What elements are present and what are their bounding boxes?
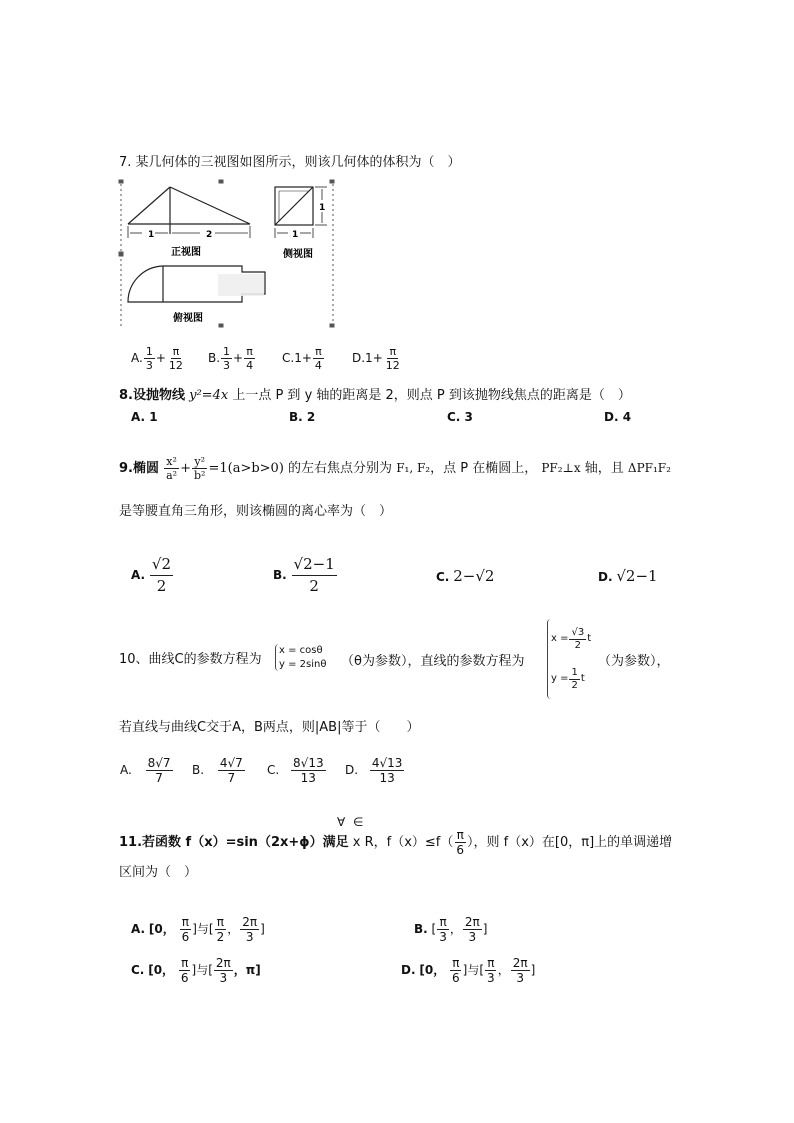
- q7-a-label: A.: [131, 351, 143, 365]
- q11-d-f1-num: π: [452, 956, 460, 970]
- q7-b-den: 3: [223, 359, 231, 372]
- q10-b-den: 7: [227, 771, 236, 785]
- q11-b-comma: ，: [449, 922, 462, 936]
- q7-c-label: C.1+: [282, 351, 312, 365]
- front-dim-1: 1: [148, 230, 155, 240]
- q9-option-d[interactable]: [598, 567, 658, 585]
- q11-a-mid: ]与[: [192, 922, 214, 936]
- q11-c-text: [0，: [148, 963, 175, 977]
- q9-plus: +: [180, 461, 191, 476]
- q11-a-f1-den: 6: [181, 930, 190, 944]
- q11-b-end: ]: [482, 922, 488, 936]
- q11-d-f2-den: 3: [487, 971, 495, 985]
- q10-b-label: B.: [192, 763, 205, 777]
- q10-a-den: 7: [155, 771, 163, 785]
- q7-c-den2: 4: [314, 359, 322, 372]
- q9-foci: F₁, F₂: [396, 461, 431, 475]
- q9-stem: [119, 456, 671, 481]
- q9-stem-d: 轴，且: [584, 461, 624, 476]
- q10-line-y-num: 1: [571, 666, 578, 678]
- q11-option-a[interactable]: [131, 916, 265, 943]
- q11-b-f2-den: 3: [468, 930, 477, 944]
- q11-a-comma: ，: [227, 922, 240, 936]
- q7-c-num2: π: [315, 345, 322, 358]
- q9-a-label: A.: [131, 568, 146, 582]
- q11-a-f3-num: 2π: [242, 915, 258, 929]
- q11-c-f2-num: 2π: [215, 956, 231, 970]
- front-dim-2: 2: [206, 230, 213, 240]
- q7-b-den2: 4: [246, 359, 254, 372]
- q10-c-label: C.: [267, 763, 280, 777]
- q9-b-den: 2: [309, 577, 319, 595]
- q10-a-num: 8√7: [147, 756, 171, 770]
- q7-d-den2: 12: [385, 359, 400, 372]
- q8-stem: [119, 384, 631, 403]
- q10-d-num: 4√13: [371, 756, 403, 770]
- q7-b-num2: π: [246, 345, 253, 358]
- q10-curve-x: x = cosθ: [279, 645, 323, 656]
- q10-line-system: [547, 619, 591, 699]
- q9-c-label: C.: [436, 570, 450, 584]
- q7-option-d[interactable]: [352, 346, 403, 371]
- q10-stem-a: 10、曲线C的参数方程为: [119, 652, 262, 667]
- q11-d-f3-den: 3: [516, 971, 524, 985]
- q10-line-x-t: t: [587, 633, 592, 645]
- q7-option-a[interactable]: [131, 346, 186, 371]
- q9-stem-b: 的左右焦点分别为: [288, 461, 393, 476]
- q9-a-num: √2: [150, 557, 173, 576]
- q11-stem-b: x R，f（x）≤f（: [352, 835, 454, 850]
- q8-option-d[interactable]: D. 4: [604, 410, 632, 424]
- q11-b-f1-den: 3: [439, 930, 447, 944]
- q9-option-a[interactable]: [131, 557, 174, 594]
- q11-c-mid: ]与[: [191, 963, 213, 977]
- q9-stem-line2: 是等腰直角三角形，则该椭圆的离心率为（ ）: [119, 504, 393, 519]
- front-view: [128, 187, 250, 234]
- q10-stem: [119, 648, 262, 667]
- q9-option-b[interactable]: [273, 557, 338, 594]
- q9-eq-tail: =1(a>b>0): [208, 461, 284, 476]
- q11-stem-c: ），则 f（x）在[0，π]上的单调递增: [467, 835, 673, 850]
- q10-stem-line2: 若直线与曲线C交于A，B两点，则|AB|等于（ ）: [119, 720, 420, 735]
- q8-equation: y²=4x: [189, 388, 229, 403]
- q8-option-b[interactable]: B. 2: [289, 410, 316, 424]
- q9-b-num: √2−1: [292, 557, 337, 576]
- q10-param1: （θ为参数），直线的参数方程为: [341, 654, 525, 669]
- q7-three-view-figure: [115, 176, 340, 331]
- q11-a-f2-den: 2: [216, 930, 225, 944]
- q11-d-text: [0，: [419, 963, 446, 977]
- q11-pi-den: 6: [456, 843, 465, 857]
- q11-c-end: ，π]: [233, 963, 261, 977]
- q7-d-num2: π: [389, 345, 397, 358]
- top-view-label: 俯视图: [173, 313, 203, 324]
- q10-line-y-pre: y =: [551, 673, 569, 685]
- q11-d-comma: ，: [497, 963, 510, 977]
- q9-frac2-den: b²: [194, 469, 206, 482]
- q11-c-f2-den: 3: [219, 971, 228, 985]
- q10-curve-y: y = 2sinθ: [279, 658, 327, 670]
- q7-a-num2: π: [172, 345, 180, 358]
- front-dims: [128, 226, 250, 238]
- q9-stem-a: 9.椭圆: [119, 461, 159, 476]
- side-view: [275, 187, 313, 225]
- q7-a-den2: 12: [168, 359, 183, 372]
- q10-d-label: D.: [345, 763, 359, 777]
- q7-b-plus: +: [233, 351, 244, 365]
- q7-a-den: 3: [145, 359, 153, 372]
- q11-option-d[interactable]: [401, 957, 535, 984]
- q11-a-f1-num: π: [181, 915, 190, 929]
- q10-curve-system: [275, 644, 326, 671]
- q10-a-label: A.: [120, 763, 132, 777]
- q10-option-c[interactable]: [267, 757, 327, 784]
- q9-frac1-den: a²: [166, 469, 178, 482]
- q11-c-f1-den: 6: [180, 971, 189, 985]
- q11-pi-num: π: [456, 828, 464, 842]
- q9-frac1-num: x²: [166, 455, 177, 468]
- q8-stem-b: 上一点 P 到 y 轴的距离是 2，则点 P 到该抛物线焦点的距离是（ ）: [232, 388, 631, 403]
- q9-d-expr: √2−1: [616, 567, 658, 585]
- q11-c-f1-num: π: [181, 956, 189, 970]
- q9-stem-c: ，点 P 在椭圆上，: [430, 461, 538, 476]
- q8-option-a[interactable]: A. 1: [131, 410, 158, 424]
- q11-b-text: [: [431, 922, 437, 936]
- side-dim-h: 1: [319, 203, 326, 213]
- side-dim-w: 1: [292, 230, 299, 240]
- q10-line-x-den: 2: [574, 639, 582, 651]
- q10-line-x-num: √3: [571, 626, 585, 638]
- q11-d-mid: ]与[: [462, 963, 485, 977]
- q11-a-f3-den: 3: [245, 930, 254, 944]
- q7-a-num: 1: [145, 345, 153, 358]
- q8-stem-a: 8.设抛物线: [119, 388, 185, 403]
- q11-option-c[interactable]: [131, 957, 261, 984]
- q11-b-f2-num: 2π: [464, 915, 480, 929]
- q10-option-a[interactable]: [120, 757, 174, 784]
- q11-d-f2-num: π: [487, 956, 495, 970]
- q11-a-f2-num: π: [216, 915, 225, 929]
- q9-frac2-num: y²: [194, 455, 206, 468]
- q11-a-end: ]: [260, 922, 265, 936]
- q10-d-den: 13: [379, 771, 395, 785]
- q9-option-c[interactable]: [436, 567, 494, 585]
- q11-b-label: B.: [414, 922, 428, 936]
- q11-d-end: ]: [530, 963, 536, 977]
- q8-option-c[interactable]: C. 3: [447, 410, 473, 424]
- front-view-label: 正视图: [171, 247, 201, 258]
- q10-c-den: 13: [300, 771, 316, 785]
- q9-triangle: ΔPF₁F₂: [627, 461, 671, 475]
- q7-option-c[interactable]: [282, 346, 325, 371]
- q11-c-label: C.: [131, 963, 145, 977]
- q9-b-label: B.: [273, 568, 287, 582]
- q11-a-label: A.: [131, 922, 146, 936]
- q10-option-b[interactable]: [192, 757, 246, 784]
- q10-line-y-t: t: [580, 673, 585, 685]
- q11-stem-line2: 区间为（ ）: [119, 865, 198, 880]
- q10-c-num: 8√13: [293, 756, 324, 770]
- q7-d-label: D.1+: [352, 351, 383, 365]
- q10-line-y-den: 2: [571, 679, 578, 691]
- q9-c-expr: 2−√2: [453, 567, 495, 585]
- q10-option-d[interactable]: [345, 757, 405, 784]
- q7-b-num: 1: [223, 345, 231, 358]
- q11-option-b[interactable]: [414, 916, 487, 943]
- q11-d-f1-den: 6: [452, 971, 460, 985]
- q7-stem: 7. 某几何体的三视图如图所示，则该几何体的体积为（ ）: [119, 155, 461, 170]
- q9-perp: PF₂⊥x: [541, 461, 581, 475]
- q11-d-label: D.: [401, 963, 416, 977]
- q7-b-label: B.: [208, 351, 221, 365]
- q10-b-num: 4√7: [219, 756, 243, 770]
- q10-param2: （为参数），: [598, 654, 670, 669]
- q11-quantifier: ∀ ∈: [337, 815, 366, 829]
- q11-a-text: [0，: [148, 922, 175, 936]
- side-view-label: 侧视图: [283, 249, 313, 260]
- q11-stem: [119, 829, 672, 856]
- q11-stem-a: 11.若函数 f（x）=sin（2x+ϕ）满足: [119, 835, 349, 850]
- q10-line-x-pre: x =: [551, 633, 569, 645]
- top-view-blur-patch: [218, 274, 264, 296]
- q11-b-f1-num: π: [439, 915, 447, 929]
- q9-d-label: D.: [598, 570, 613, 584]
- q11-d-f3-num: 2π: [512, 956, 528, 970]
- q7-option-b[interactable]: [208, 346, 256, 371]
- q7-a-plus: +: [155, 351, 166, 365]
- q9-a-den: 2: [156, 577, 167, 595]
